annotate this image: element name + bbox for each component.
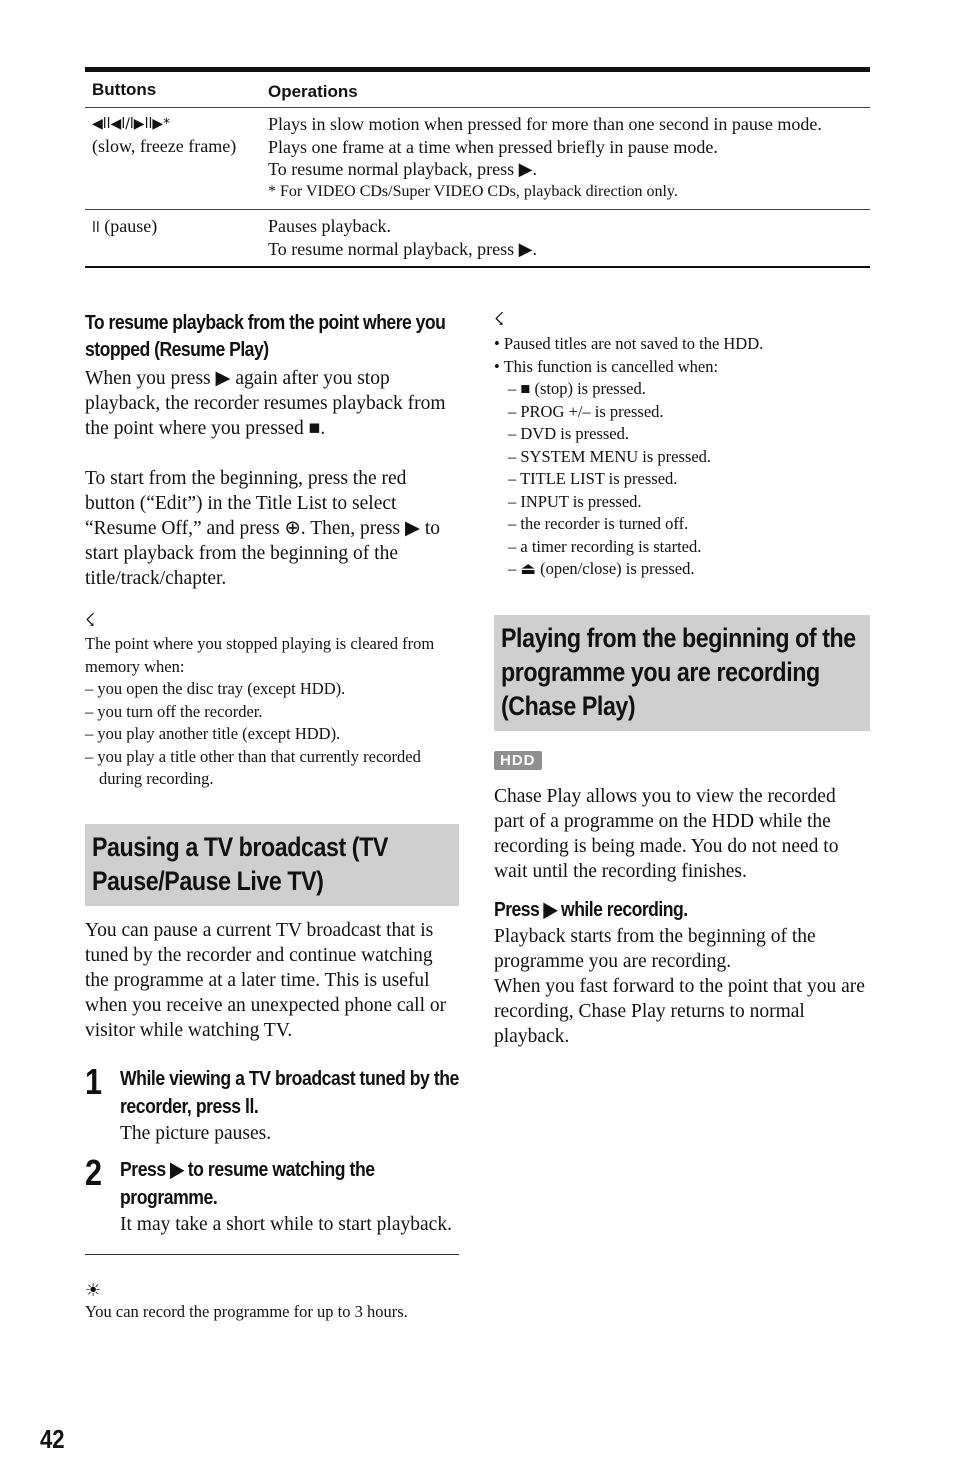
header-buttons: Buttons xyxy=(92,80,157,99)
hdd-badge: HDD xyxy=(494,751,542,770)
operations-table xyxy=(85,67,870,268)
step-1 xyxy=(85,1060,459,1146)
list-item: – you turn off the recorder. xyxy=(85,701,263,721)
note-icon: ☇ xyxy=(85,610,96,631)
tip-divider xyxy=(85,1254,459,1255)
pause-note-list xyxy=(494,333,870,378)
chase-paragraph-2: When you fast forward to the point that you are recording, Chase Play returns to normal playback. xyxy=(494,975,865,1047)
tip-icon: ☀ xyxy=(85,1279,102,1301)
list-item: – SYSTEM MENU is pressed. xyxy=(508,446,712,466)
step-number: 1 xyxy=(85,1060,103,1102)
pause-icon: ll xyxy=(92,220,100,236)
step-number: 2 xyxy=(85,1151,103,1193)
pause-tv-section-header xyxy=(85,824,459,906)
resume-note-list xyxy=(85,678,459,791)
step-text: The picture pauses. xyxy=(120,1122,272,1144)
table-row xyxy=(85,210,870,267)
pause-tv-intro: You can pause a current TV broadcast that is tuned by the recorder and continue watching the programme at a later time. This is useful when you receive an unexpected phone call or visitor while watching TV. xyxy=(85,919,447,1041)
table-bottom-rule xyxy=(85,266,870,268)
operation-line: To resume normal playback, press ▶. xyxy=(268,159,538,179)
list-item: – you open the disc tray (except HDD). xyxy=(85,679,346,698)
note-icon: ☇ xyxy=(494,309,505,330)
cancel-conditions-list xyxy=(494,378,870,581)
step-text: It may take a short while to start playback. xyxy=(120,1213,452,1235)
list-item: • Paused titles are not saved to the HDD. xyxy=(494,334,764,353)
button-label: (pause) xyxy=(104,216,158,236)
chase-play-section-header xyxy=(494,615,870,731)
operation-note: * For VIDEO CDs/Super VIDEO CDs, playback direction only. xyxy=(268,182,678,200)
resume-play-heading: To resume playback from the point where you stopped (Resume Play) xyxy=(85,312,446,361)
page-number: 42 xyxy=(40,1424,65,1454)
operations-cell xyxy=(261,108,870,209)
list-item: – ⏏ (open/close) is pressed. xyxy=(508,559,695,578)
operation-line: Plays in slow motion when pressed for more than one second in pause mode. xyxy=(268,114,822,134)
step-title: While viewing a TV broadcast tuned by the recorder, press ll. xyxy=(120,1067,459,1118)
header-operations: Operations xyxy=(268,82,358,101)
resume-note-intro: The point where you stopped playing is cleared from memory when: xyxy=(85,634,435,676)
button-label: (slow, freeze frame) xyxy=(92,136,237,156)
operations-cell xyxy=(261,210,870,266)
list-item: – TITLE LIST is pressed. xyxy=(508,469,678,488)
button-cell xyxy=(85,108,261,209)
left-column xyxy=(85,310,459,1323)
step-2 xyxy=(85,1151,459,1237)
list-item: • This function is cancelled when: xyxy=(494,356,719,376)
pause-tv-title: Pausing a TV broadcast (TV Pause/Pause Live TV) xyxy=(92,831,388,896)
resume-paragraph-2: To start from the beginning, press the red button (“Edit”) in the Title List to select “Resume Off,” and press ⊕. Then, press ▶ to start playback from the beginning of the title/track/chapter. xyxy=(85,468,440,589)
list-item: – the recorder is turned off. xyxy=(508,514,689,533)
list-item: – a timer recording is started. xyxy=(508,536,702,556)
right-column xyxy=(494,310,870,1049)
button-cell xyxy=(85,210,261,266)
list-item: – you play another title (except HDD). xyxy=(85,724,341,743)
list-item: – DVD is pressed. xyxy=(508,424,629,443)
chase-play-title: Playing from the beginning of the programme you are recording (Chase Play) xyxy=(501,622,856,721)
chase-intro: Chase Play allows you to view the recorded part of a programme on the HDD while the recording is being made. You do not need to wait until the recording finishes. xyxy=(494,785,839,882)
list-item: – you play a title other than that currently recorded during recording. xyxy=(85,746,421,788)
chase-subheading: Press ▶ while recording. xyxy=(494,898,688,921)
hdd-badge-row xyxy=(494,751,870,770)
tip-text: You can record the programme for up to 3 hours. xyxy=(85,1301,408,1321)
list-item: – INPUT is pressed. xyxy=(508,491,642,511)
table-row xyxy=(85,108,870,210)
operation-line: Plays one frame at a time when pressed briefly in pause mode. xyxy=(268,136,718,157)
operation-line: To resume normal playback, press ▶. xyxy=(268,238,538,259)
slow-freeze-buttons-icon: ◀ll◀l/l▶ll▶* xyxy=(92,116,171,132)
resume-paragraph-1: When you press ▶ again after you stop playback, the recorder resumes playback from the point where you pressed ■. xyxy=(85,368,446,439)
chase-paragraph-1: Playback starts from the beginning of the programme you are recording. xyxy=(494,925,816,972)
list-item: – ■ (stop) is pressed. xyxy=(508,379,646,398)
table-header-row xyxy=(85,72,870,108)
step-title: Press ▶ to resume watching the programme. xyxy=(120,1158,375,1209)
list-item: – PROG +/– is pressed. xyxy=(508,401,664,421)
operation-line: Pauses playback. xyxy=(268,216,391,236)
